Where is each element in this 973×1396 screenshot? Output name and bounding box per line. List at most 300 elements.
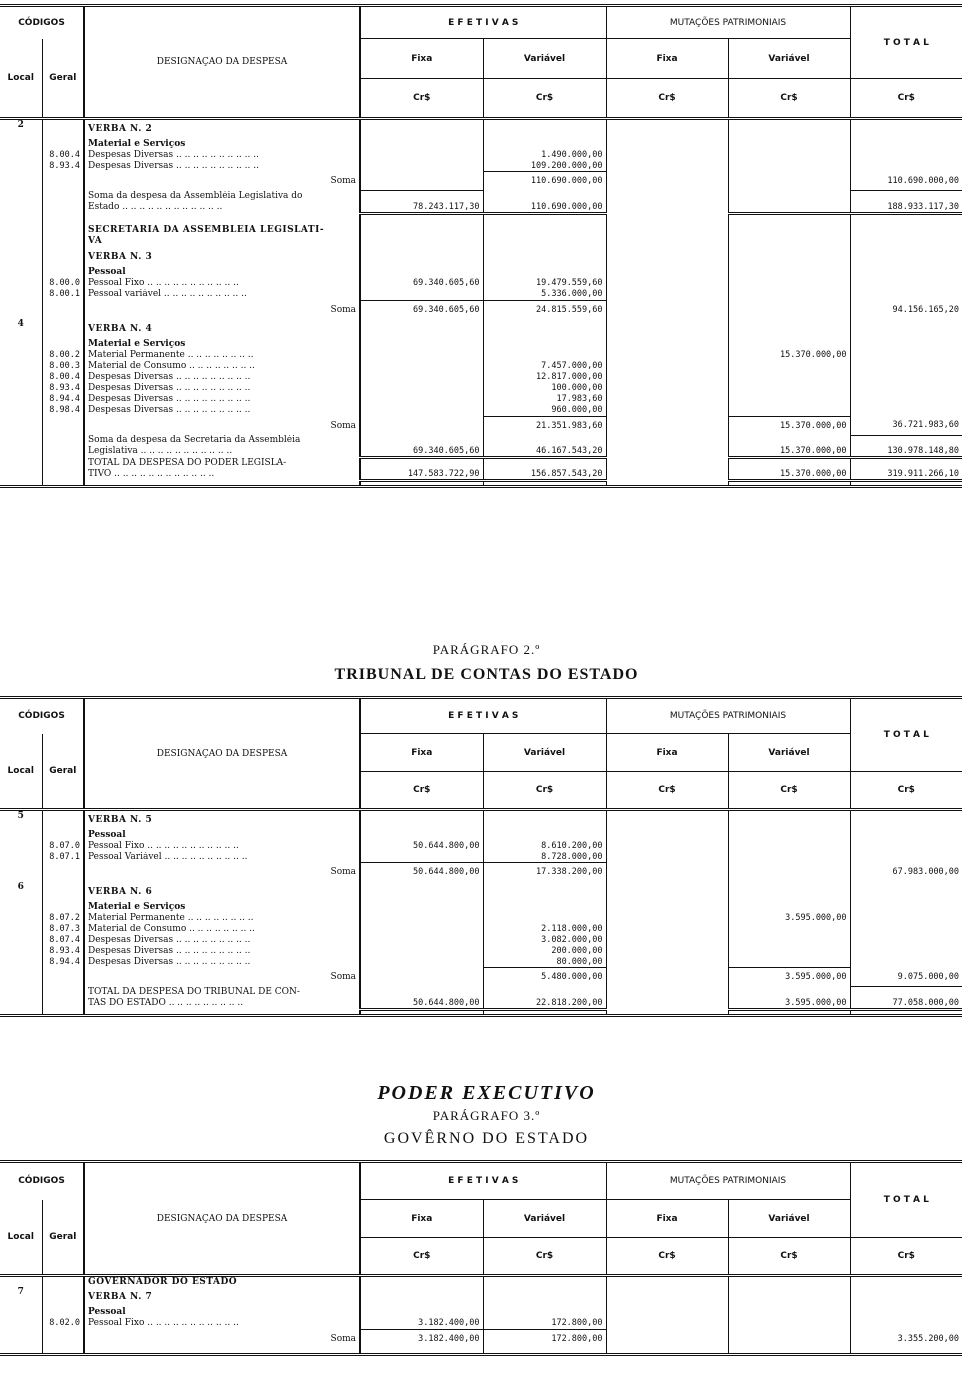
table-row [0, 119, 962, 139]
cell-designacao-text: Pessoal [88, 267, 126, 277]
poder-executivo-title: PODER EXECUTIVO [377, 1082, 596, 1104]
currency-mp-variavel: Cr$ [728, 772, 850, 810]
table-row [0, 935, 962, 946]
cell-geral [42, 458, 84, 469]
cell-designacao-text: Pessoal variável .. .. .. .. .. .. .. .. .. .. [88, 289, 247, 299]
cell-local [0, 1318, 42, 1329]
cell-total [850, 319, 962, 339]
cell-total-text: 36.721.983,60 [892, 420, 960, 431]
cell-total [850, 236, 962, 247]
cell-geral-text: 8.07.2 [49, 912, 81, 923]
table-row [0, 852, 962, 863]
cell-mp-variavel [728, 247, 850, 267]
cell-mp-fixa [606, 1329, 728, 1348]
table-end-rule [0, 480, 962, 486]
cell-geral [42, 300, 84, 319]
table-end-cell [360, 1348, 483, 1354]
cell-geral [42, 1329, 84, 1348]
cell-local [0, 1287, 42, 1307]
table-end-cell [0, 1348, 42, 1354]
cell-ef-variavel [483, 213, 606, 225]
cell-geral [42, 172, 84, 191]
header-mutacoes: MUTAÇÕES PATRIMONIAIS [606, 1162, 850, 1200]
cell-local [0, 882, 42, 902]
cell-geral-text: 8.94.4 [49, 956, 81, 967]
cell-ef-variavel [483, 841, 606, 852]
currency-ef-fixa: Cr$ [360, 79, 483, 119]
cell-designacao [84, 1307, 360, 1318]
cell-ef-variavel-text: 17.338.200,00 [535, 867, 603, 878]
header-local: Local [0, 1200, 42, 1276]
cell-total [850, 150, 962, 161]
cell-local [0, 191, 42, 202]
cell-mp-fixa [606, 841, 728, 852]
cell-mp-variavel [728, 957, 850, 968]
cell-mp-fixa [606, 213, 728, 225]
table-end-cell [360, 1009, 483, 1015]
cell-designacao [84, 394, 360, 405]
table-row [0, 987, 962, 998]
header-mp-variavel: Variável [728, 1200, 850, 1238]
cell-geral [42, 289, 84, 300]
cell-mp-fixa [606, 998, 728, 1010]
header-ef-variavel: Variável [483, 39, 606, 79]
cell-local [0, 446, 42, 458]
cell-ef-variavel-text: 3.082.000,00 [541, 934, 603, 945]
table-row [0, 339, 962, 350]
cell-ef-variavel-text: 12.817.000,00 [535, 372, 603, 382]
cell-total [850, 946, 962, 957]
cell-mp-variavel [728, 882, 850, 902]
cell-ef-variavel [483, 289, 606, 300]
cell-geral [42, 225, 84, 236]
cell-total [850, 913, 962, 924]
table-row [0, 300, 962, 319]
cell-local [0, 405, 42, 416]
cell-total [850, 1276, 962, 1288]
cell-designacao-text: Pessoal Fixo .. .. .. .. .. .. .. .. .. .. .. [88, 278, 239, 288]
cell-mp-fixa [606, 161, 728, 172]
cell-total [850, 998, 962, 1010]
header-ef-variavel: Variável [483, 1200, 606, 1238]
cell-designacao-text: Soma da despesa da Secretaria da Assembléia [88, 435, 301, 445]
cell-local-text: 6 [17, 881, 24, 892]
cell-geral [42, 1287, 84, 1307]
cell-mp-variavel-text: 15.370.000,00 [780, 350, 847, 360]
header-mutacoes: MUTAÇÕES PATRIMONIAIS [606, 6, 850, 39]
cell-total [850, 213, 962, 225]
cell-mp-variavel [728, 394, 850, 405]
cell-designacao [84, 810, 360, 830]
cell-mp-variavel [728, 225, 850, 236]
table-end-cell [728, 1348, 850, 1354]
cell-ef-variavel [483, 202, 606, 214]
cell-geral [42, 361, 84, 372]
cell-ef-variavel [483, 405, 606, 416]
cell-ef-fixa [360, 458, 483, 469]
header-designacao: DESIGNAÇAO DA DESPESA [84, 698, 360, 810]
cell-local [0, 383, 42, 394]
header-local: Local [0, 734, 42, 810]
cell-geral [42, 998, 84, 1010]
cell-ef-fixa [360, 830, 483, 841]
cell-designacao-text: Estado .. .. .. .. .. .. .. .. .. .. .. .. [88, 201, 223, 212]
cell-total-text: 77.058.000,00 [892, 997, 960, 1008]
table-row [0, 998, 962, 1010]
cell-mp-variavel [728, 946, 850, 957]
cell-designacao [84, 852, 360, 863]
cell-total [850, 339, 962, 350]
cell-ef-fixa [360, 405, 483, 416]
cell-geral [42, 372, 84, 383]
cell-local [0, 225, 42, 236]
cell-designacao-text: VA [88, 236, 103, 246]
table-row [0, 1276, 962, 1288]
cell-mp-fixa [606, 150, 728, 161]
cell-geral [42, 435, 84, 446]
cell-geral-text: 8.00.3 [49, 361, 81, 371]
table-body [0, 1276, 962, 1355]
cell-mp-fixa [606, 139, 728, 150]
cell-local [0, 902, 42, 913]
cell-designacao [84, 946, 360, 957]
table-end-cell [606, 1009, 728, 1015]
cell-mp-variavel [728, 841, 850, 852]
cell-ef-variavel [483, 852, 606, 863]
currency-total: Cr$ [850, 772, 962, 810]
cell-ef-variavel [483, 810, 606, 830]
cell-designacao [84, 913, 360, 924]
cell-designacao-text: VERBA N. 6 [88, 886, 153, 897]
cell-local [0, 150, 42, 161]
cell-designacao [84, 289, 360, 300]
cell-geral [42, 863, 84, 882]
cell-ef-variavel [483, 172, 606, 191]
cell-ef-variavel [483, 119, 606, 139]
cell-mp-variavel [728, 161, 850, 172]
cell-ef-fixa-text: 50.644.800,00 [412, 867, 480, 878]
cell-designacao-text: Pessoal Variável .. .. .. .. .. .. .. .. .. .. [88, 851, 248, 862]
cell-ef-variavel [483, 1318, 606, 1329]
cell-designacao [84, 213, 360, 225]
cell-mp-variavel [728, 469, 850, 481]
cell-ef-fixa [360, 172, 483, 191]
cell-mp-fixa [606, 924, 728, 935]
cell-designacao [84, 236, 360, 247]
header-mp-fixa: Fixa [606, 39, 728, 79]
cell-ef-fixa [360, 1276, 483, 1288]
cell-mp-fixa [606, 1276, 728, 1288]
cell-designacao [84, 469, 360, 481]
cell-ef-variavel [483, 139, 606, 150]
cell-mp-fixa [606, 267, 728, 278]
cell-mp-fixa [606, 319, 728, 339]
cell-ef-variavel [483, 863, 606, 882]
currency-ef-fixa: Cr$ [360, 1238, 483, 1276]
cell-local [0, 852, 42, 863]
header-mutacoes: MUTAÇÕES PATRIMONIAIS [606, 698, 850, 734]
table-end-rule [0, 1348, 962, 1354]
cell-total [850, 278, 962, 289]
cell-total [850, 863, 962, 882]
cell-designacao [84, 319, 360, 339]
cell-local [0, 935, 42, 946]
cell-mp-variavel [728, 383, 850, 394]
cell-ef-variavel [483, 998, 606, 1010]
cell-mp-variavel [728, 968, 850, 987]
cell-ef-variavel-text: 8.728.000,00 [541, 851, 603, 862]
cell-ef-variavel-text: 22.818.200,00 [535, 997, 603, 1008]
cell-ef-variavel [483, 1287, 606, 1307]
cell-ef-fixa [360, 913, 483, 924]
table-row [0, 236, 962, 247]
cell-designacao [84, 1287, 360, 1307]
cell-designacao-text: VERBA N. 2 [88, 124, 153, 135]
currency-mp-variavel: Cr$ [728, 79, 850, 119]
cell-ef-variavel-text: 80.000,00 [556, 956, 603, 967]
cell-designacao [84, 339, 360, 350]
cell-designacao-text: Soma [330, 867, 357, 877]
cell-geral [42, 267, 84, 278]
table-row [0, 1307, 962, 1318]
header-codigos: CÓDIGOS [0, 698, 84, 734]
cell-designacao-text: Despesas Diversas .. .. .. .. .. .. .. .. .. [88, 383, 251, 393]
cell-total [850, 1318, 962, 1329]
cell-ef-fixa [360, 998, 483, 1010]
cell-mp-fixa [606, 172, 728, 191]
cell-local [0, 830, 42, 841]
cell-geral-text: 8.07.4 [49, 934, 81, 945]
cell-ef-fixa [360, 289, 483, 300]
paragrafo-2: PARÁGRAFO 2.º [432, 642, 541, 657]
cell-ef-fixa [360, 372, 483, 383]
cell-local-text: 2 [17, 120, 24, 130]
cell-geral [42, 319, 84, 339]
cell-geral [42, 247, 84, 267]
cell-ef-variavel [483, 924, 606, 935]
cell-total [850, 289, 962, 300]
table-row [0, 830, 962, 841]
currency-ef-variavel: Cr$ [483, 772, 606, 810]
cell-designacao-text: VERBA N. 4 [88, 324, 153, 334]
cell-ef-variavel-text: 24.815.559,60 [535, 304, 603, 315]
cell-local [0, 372, 42, 383]
cell-ef-variavel-text: 19.479.559,60 [535, 278, 603, 288]
cell-local [0, 987, 42, 998]
cell-mp-variavel [728, 119, 850, 139]
cell-geral-text: 8.02.0 [49, 1318, 81, 1328]
cell-designacao [84, 863, 360, 882]
cell-designacao [84, 350, 360, 361]
table-end-cell [483, 1348, 606, 1354]
cell-geral [42, 236, 84, 247]
cell-mp-fixa [606, 247, 728, 267]
header-efetivas: E F E T I V A S [360, 1162, 606, 1200]
cell-ef-variavel-text: 156.857.543,20 [530, 468, 603, 479]
cell-mp-variavel [728, 139, 850, 150]
currency-ef-variavel: Cr$ [483, 79, 606, 119]
header-designacao: DESIGNAÇAO DA DESPESA [84, 6, 360, 119]
cell-ef-fixa [360, 247, 483, 267]
table-end-cell [728, 1009, 850, 1015]
cell-total [850, 935, 962, 946]
cell-local [0, 913, 42, 924]
cell-ef-fixa [360, 863, 483, 882]
cell-local [0, 319, 42, 339]
cell-geral [42, 935, 84, 946]
cell-mp-fixa [606, 1287, 728, 1307]
cell-geral [42, 161, 84, 172]
header-ef-variavel: Variável [483, 734, 606, 772]
cell-mp-variavel [728, 1287, 850, 1307]
cell-geral-text: 8.07.0 [49, 840, 81, 851]
cell-ef-fixa [360, 300, 483, 319]
cell-mp-fixa [606, 957, 728, 968]
table-header [0, 698, 962, 810]
header-codigos: CÓDIGOS [0, 6, 84, 39]
cell-geral [42, 1307, 84, 1318]
currency-mp-variavel: Cr$ [728, 1238, 850, 1276]
cell-mp-fixa [606, 191, 728, 202]
cell-ef-fixa [360, 350, 483, 361]
cell-geral [42, 810, 84, 830]
header-ef-fixa: Fixa [360, 39, 483, 79]
cell-ef-fixa [360, 267, 483, 278]
table-row [0, 810, 962, 830]
cell-local [0, 350, 42, 361]
cell-total-text: 319.911.266,10 [887, 468, 960, 479]
cell-designacao-text: Pessoal [88, 829, 126, 840]
cell-geral [42, 350, 84, 361]
cell-total [850, 139, 962, 150]
table-end-cell [850, 1009, 962, 1015]
cell-ef-variavel-text: 21.351.983,60 [535, 420, 603, 431]
cell-ef-fixa [360, 150, 483, 161]
cell-total [850, 957, 962, 968]
cell-total-text: 130.978.148,80 [887, 446, 960, 456]
cell-ef-variavel [483, 446, 606, 458]
cell-ef-fixa [360, 236, 483, 247]
table-row [0, 913, 962, 924]
cell-designacao [84, 172, 360, 191]
cell-total [850, 852, 962, 863]
cell-designacao [84, 998, 360, 1010]
table-row [0, 446, 962, 458]
cell-local [0, 339, 42, 350]
cell-designacao [84, 830, 360, 841]
cell-ef-variavel [483, 225, 606, 236]
cell-designacao [84, 247, 360, 267]
cell-mp-variavel-text: 15.370.000,00 [780, 468, 847, 479]
cell-geral [42, 957, 84, 968]
table-row [0, 319, 962, 339]
header-mp-variavel: Variável [728, 39, 850, 79]
cell-geral [42, 405, 84, 416]
cell-designacao-text: Legislativa .. .. .. .. .. .. .. .. .. .. .. [88, 446, 233, 456]
cell-designacao [84, 935, 360, 946]
cell-local [0, 161, 42, 172]
cell-ef-variavel [483, 968, 606, 987]
cell-mp-fixa [606, 383, 728, 394]
cell-ef-fixa [360, 852, 483, 863]
cell-geral [42, 213, 84, 225]
cell-mp-variavel [728, 435, 850, 446]
cell-mp-variavel [728, 372, 850, 383]
cell-mp-fixa [606, 300, 728, 319]
cell-geral [42, 139, 84, 150]
cell-ef-fixa [360, 957, 483, 968]
cell-mp-variavel [728, 1276, 850, 1288]
cell-designacao-text: Soma da despesa da Assembléia Legislativa do [88, 190, 303, 201]
cell-geral [42, 830, 84, 841]
table-end-cell [483, 480, 606, 486]
cell-ef-variavel [483, 383, 606, 394]
table-row [0, 435, 962, 446]
cell-mp-fixa [606, 435, 728, 446]
cell-ef-fixa [360, 935, 483, 946]
table-row [0, 202, 962, 214]
cell-mp-fixa [606, 446, 728, 458]
cell-ef-fixa [360, 119, 483, 139]
cell-ef-variavel-text: 200.000,00 [551, 945, 603, 956]
cell-geral [42, 202, 84, 214]
cell-designacao [84, 882, 360, 902]
cell-mp-variavel [728, 810, 850, 830]
cell-local [0, 458, 42, 469]
cell-designacao-text: Material Permanente .. .. .. .. .. .. .. .. [88, 912, 254, 923]
cell-ef-fixa-text: 147.583.722,90 [407, 468, 480, 479]
header-codigos: CÓDIGOS [0, 1162, 84, 1200]
cell-geral-text: 8.94.4 [49, 394, 81, 404]
cell-designacao-text: Material e Serviços [88, 901, 186, 912]
cell-local [0, 841, 42, 852]
cell-total [850, 191, 962, 202]
cell-designacao-text: Material e Serviços [88, 138, 186, 149]
header-mp-fixa: Fixa [606, 1200, 728, 1238]
table-row [0, 946, 962, 957]
table-row [0, 1329, 962, 1348]
cell-ef-variavel-text: 46.167.543,20 [535, 446, 603, 456]
cell-local [0, 278, 42, 289]
cell-designacao [84, 1276, 360, 1288]
cell-mp-fixa [606, 225, 728, 236]
cell-mp-variavel [728, 236, 850, 247]
cell-local [0, 119, 42, 139]
expense-table-governo [0, 1160, 962, 1356]
cell-designacao [84, 202, 360, 214]
cell-local [0, 236, 42, 247]
cell-ef-variavel [483, 278, 606, 289]
cell-ef-fixa [360, 1307, 483, 1318]
table-row [0, 150, 962, 161]
cell-ef-variavel-text: 2.118.000,00 [541, 923, 603, 934]
table-row [0, 863, 962, 882]
cell-designacao-text: Soma [330, 972, 357, 982]
cell-total [850, 882, 962, 902]
cell-total [850, 841, 962, 852]
cell-designacao-text: Soma [330, 176, 357, 186]
cell-designacao-text: Soma [330, 420, 357, 431]
cell-mp-variavel [728, 267, 850, 278]
currency-mp-fixa: Cr$ [606, 772, 728, 810]
cell-designacao-text: Material de Consumo .. .. .. .. .. .. .. .. [88, 361, 255, 371]
cell-designacao-text: Pessoal [88, 1307, 126, 1317]
table-row [0, 458, 962, 469]
cell-ef-fixa [360, 841, 483, 852]
cell-designacao [84, 902, 360, 913]
table-row [0, 924, 962, 935]
table-row [0, 383, 962, 394]
